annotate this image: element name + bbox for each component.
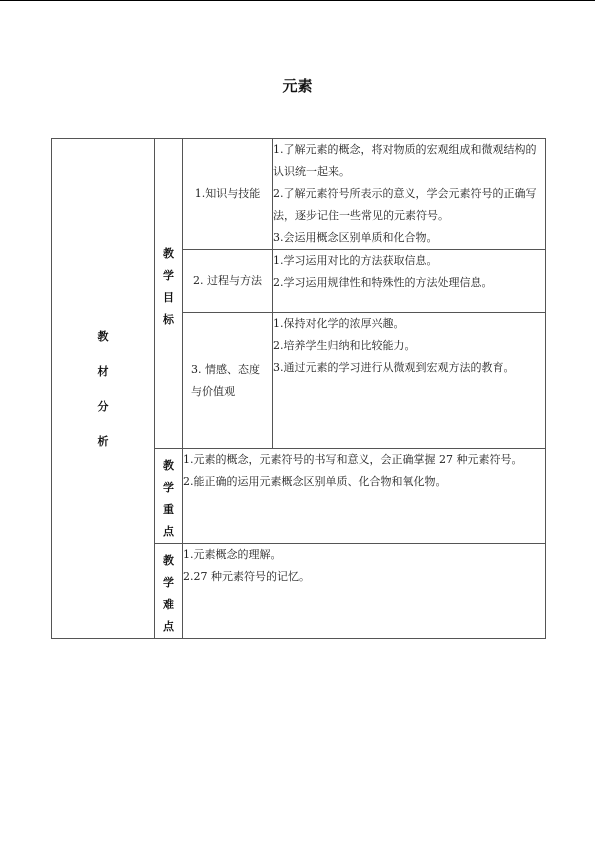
knowledge-skills-label: 1.知识与技能 bbox=[183, 139, 273, 250]
process-method-content bbox=[273, 250, 546, 313]
page-title: 元素 bbox=[282, 77, 313, 95]
list-item: 1.学习运用对比的方法获取信息。 bbox=[273, 254, 438, 267]
list-item: 2.能正确的运用元素概念区别单质、化合物和氧化物。 bbox=[183, 475, 447, 488]
objectives-header: 教 学 目 标 bbox=[155, 139, 183, 449]
list-item: 2.培养学生归纳和比较能力。 bbox=[273, 339, 416, 352]
key-points-content bbox=[183, 449, 546, 544]
list-item: 2.了解元素符号所表示的意义，学会元素符号的正确写法，逐步记住一些常见的元素符号。 bbox=[273, 187, 537, 222]
key-points-header: 教 学 重 点 bbox=[155, 449, 183, 544]
knowledge-skills-content bbox=[273, 139, 546, 250]
lesson-plan-table bbox=[51, 138, 546, 639]
difficulties-content bbox=[183, 544, 546, 639]
top-rule bbox=[0, 0, 595, 1]
list-item: 1.元素的概念，元素符号的书写和意义，会正确掌握 27 种元素符号。 bbox=[183, 453, 523, 466]
list-item: 2.27 种元素符号的记忆。 bbox=[183, 570, 310, 583]
list-item: 3.通过元素的学习进行从微观到宏观方法的教育。 bbox=[273, 361, 515, 374]
textbook-analysis-header: 教 材 分 析 bbox=[52, 139, 155, 639]
list-item: 1.元素概念的理解。 bbox=[183, 548, 282, 561]
difficulties-header: 教 学 难 点 bbox=[155, 544, 183, 639]
list-item: 3.会运用概念区别单质和化合物。 bbox=[273, 231, 438, 244]
list-item: 1.保持对化学的浓厚兴趣。 bbox=[273, 317, 405, 330]
list-item: 1.了解元素的概念，将对物质的宏观组成和微观结构的认识统一起来。 bbox=[273, 143, 537, 178]
emotion-values-content bbox=[273, 313, 546, 449]
process-method-label: 2. 过程与方法 bbox=[183, 250, 273, 313]
list-item: 2.学习运用规律性和特殊性的方法处理信息。 bbox=[273, 276, 493, 289]
emotion-values-label: 3. 情感、态度 与价值观 bbox=[183, 313, 273, 449]
